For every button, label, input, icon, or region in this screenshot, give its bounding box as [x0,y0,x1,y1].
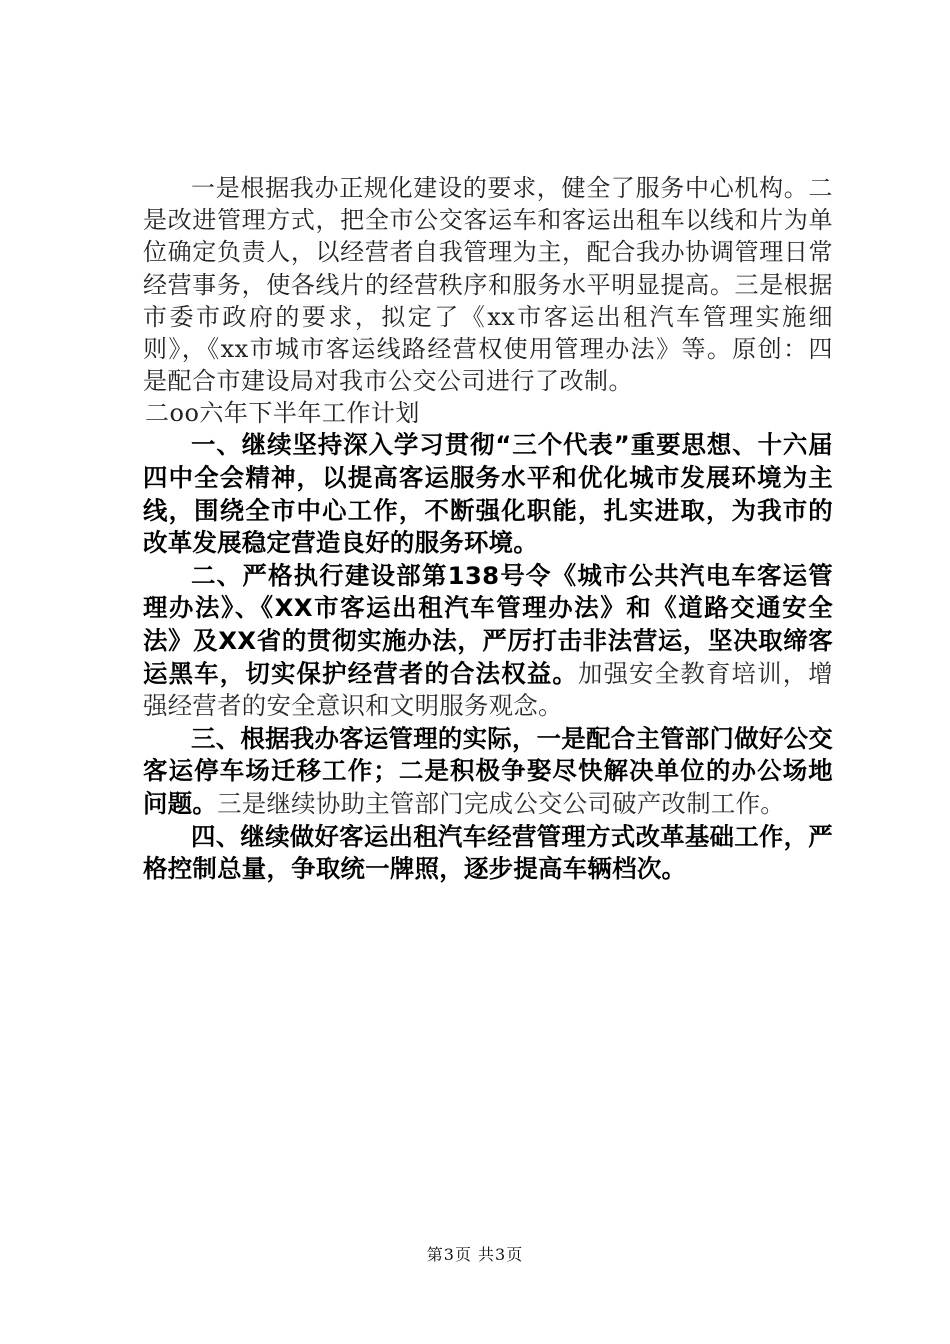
plan-item-3 [143,723,833,821]
paragraph-summary [143,172,833,397]
paragraph-text: 一是根据我办正规化建设的要求，健全了服务中心机构。二是改进管理方式，把全市公交客运车和客运出租车以线和片为单位确定负责人，以经营者自我管理为主，配合我办协调管理日常经营事务，使各线片的经营秩序和服务水平明显提高。三是根据市委市政府的要求，拟定了《xx市客运出租汽车管理实施细则》，《xx市城市客运线路经营权使用管理办法》等。原创：四是配合市建设局对我市公交公司进行了改制。 [143,174,833,396]
plan-item-1 [143,429,833,559]
heading-text: 二oo六年下半年工作计划 [145,399,420,428]
plan-item-tail: 三是继续协助主管部门完成公交公司破产改制工作。 [217,788,785,818]
plan-item-4 [143,821,833,886]
page-number: 第3页 共3页 [426,1245,524,1264]
plan-item-text: 四、继续做好客运出租汽车经营管理方式改革基础工作，严格控制总量，争取统一牌照，逐步提高车辆档次。 [143,821,833,884]
page-footer [0,1242,950,1265]
plan-item-tail: 加强安全教育培训，增强经营者的安全意识和文明服务观念。 [143,658,833,721]
document-body [143,172,833,886]
section-heading [143,397,833,429]
plan-item-text: 二、严格执行建设部第138号令《城市公共汽电车客运管理办法》、《XX市客运出租汽车管理办法》和《道路交通安全法》及XX省的贯彻实施办法，严厉打击非法营运，坚决取缔客运黑车，切实保护经营者的合法权益。 [143,560,833,688]
plan-item-text: 三、根据我办客运管理的实际，一是配合主管部门做好公交客运停车场迁移工作；二是积极争娶尽快解决单位的办公场地问题。 [143,723,833,818]
plan-item-text: 一、继续坚持深入学习贯彻“三个代表”重要思想、十六届四中全会精神，以提高客运服务水平和优化城市发展环境为主线，围绕全市中心工作，不断强化职能，扎实进取，为我市的改革发展稳定营造良好的服务环境。 [143,430,833,558]
plan-item-2 [143,560,833,723]
